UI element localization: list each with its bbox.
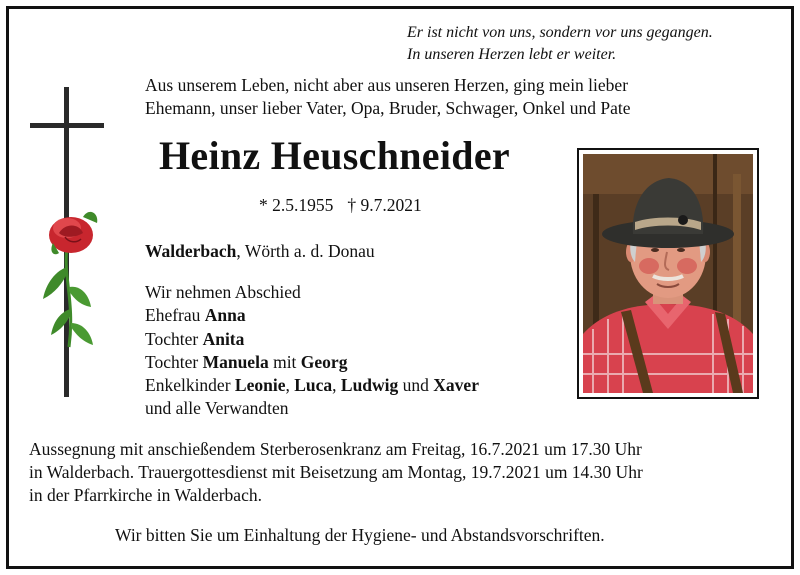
family-line-relatives: und alle Verwandten <box>145 398 289 419</box>
intro-line-2: Ehemann, unser lieber Vater, Opa, Bruder, Schwager, Onkel und Pate <box>145 98 631 118</box>
family-line-grandchildren: Enkelkinder Leonie, Luca, Ludwig und Xaver <box>145 375 479 396</box>
portrait-image <box>583 154 753 393</box>
wife-name: Anna <box>204 305 246 326</box>
intro-line-1: Aus unserem Leben, nicht aber aus unseren Herzen, ging mein lieber <box>145 75 629 95</box>
family-line-daughter-1: Tochter Anita <box>145 328 245 349</box>
portrait-photo <box>577 148 759 399</box>
residence-village: Walderbach <box>145 241 237 261</box>
residence <box>145 241 375 262</box>
family-list <box>145 281 479 421</box>
residence-rest: , Wörth a. d. Donau <box>236 241 375 261</box>
family-line-daughter-2: Tochter Manuela mit Georg <box>145 351 348 372</box>
motto-quote <box>407 22 713 66</box>
life-dates <box>259 195 422 216</box>
hygiene-notice: Wir bitten Sie um Einhaltung der Hygiene- und Abstandsvorschriften. <box>115 525 605 545</box>
deceased-name: Heinz Heuschneider <box>159 133 510 178</box>
rose-icon <box>43 212 97 347</box>
family-line-wife: Ehefrau Anna <box>145 305 246 326</box>
daughter-1-name: Anita <box>202 328 245 349</box>
obituary-card <box>6 6 794 569</box>
cross-icon <box>23 87 113 407</box>
family-heading: Wir nehmen Abschied <box>145 282 301 302</box>
birth-date: * 2.5.1955 <box>259 195 334 215</box>
service-line-3: in der Pfarrkirche in Walderbach. <box>29 485 262 505</box>
death-date: † 9.7.2021 <box>347 195 422 215</box>
motto-line-2: In unseren Herzen lebt er weiter. <box>407 46 617 63</box>
partner-name: Georg <box>300 351 348 372</box>
daughter-2-name: Manuela <box>202 351 269 372</box>
service-line-2: in Walderbach. Trauergottesdienst mit Beisetzung am Montag, 19.7.2021 um 14.30 Uhr <box>29 462 643 482</box>
service-line-1: Aussegnung mit anschießendem Sterberosenkranz am Freitag, 16.7.2021 um 17.30 Uhr <box>29 439 642 459</box>
motto-line-1: Er ist nicht von uns, sondern vor uns gegangen. <box>407 24 713 41</box>
service-info <box>29 438 643 507</box>
intro-text <box>145 74 630 120</box>
